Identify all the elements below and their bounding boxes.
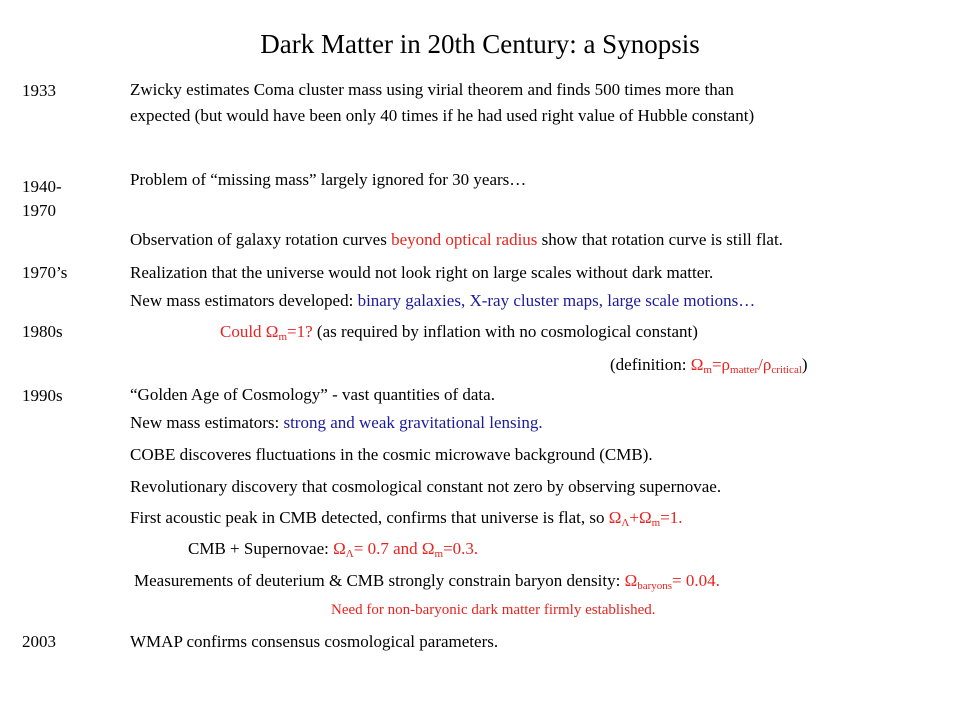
definition-omega: Ω <box>690 355 704 374</box>
rotation-curves-line <box>130 228 783 252</box>
omega-one-c: (as required by inflation with no cosmological constant) <box>312 322 698 341</box>
definition-sub-m: m <box>703 364 712 376</box>
acoustic-text-a: First acoustic peak in CMB detected, confirms that universe is flat, so <box>130 508 609 527</box>
deuterium-line <box>134 569 720 593</box>
estimators-text-a: New mass estimators developed: <box>130 291 358 310</box>
rotation-text-c: show that rotation curve is still flat. <box>537 230 783 249</box>
acoustic-b1: Ω <box>608 508 622 527</box>
omega-one-text <box>220 322 313 341</box>
definition-slash: / <box>758 355 763 374</box>
year-2003: 2003 <box>22 632 56 651</box>
definition-close: ) <box>801 355 808 374</box>
missing-mass-line: Problem of “missing mass” largely ignored for 30 years… <box>130 170 527 189</box>
definition-rho-1: ρ <box>721 355 731 374</box>
deut-b2: = 0.04. <box>672 571 720 590</box>
omega-one-a: Could Ω <box>220 322 279 341</box>
cmb-supernovae-line <box>188 537 478 561</box>
deut-b1: Ω <box>624 571 638 590</box>
year-1940: 1940- <box>22 177 62 196</box>
omega-one-b: =1? <box>287 322 313 341</box>
cmbsn-values <box>333 539 478 558</box>
cmbsn-b3: =0.3. <box>443 539 479 558</box>
lensing-highlight: strong and weak gravitational lensing. <box>283 413 543 432</box>
revolutionary-line: Revolutionary discovery that cosmological constant not zero by observing supernovae. <box>130 477 722 496</box>
cmbsn-sub-m: m <box>434 548 444 560</box>
cmbsn-text-a: CMB + Supernovae: <box>188 539 334 558</box>
mass-estimators-line <box>130 289 755 313</box>
zwicky-line-1: Zwicky estimates Coma cluster mass using virial theorem and finds 500 times more than <box>130 80 734 99</box>
golden-age-line: “Golden Age of Cosmology” - vast quantities of data. <box>130 385 495 404</box>
acoustic-peak-line <box>130 506 683 530</box>
year-1970s: 1970’s <box>22 263 68 282</box>
rotation-highlight: beyond optical radius <box>391 230 538 249</box>
deut-values <box>625 571 720 590</box>
deut-text-a: Measurements of deuterium & CMB strongly constrain baryon density: <box>134 571 625 590</box>
acoustic-b3: =1. <box>660 508 683 527</box>
year-1990s: 1990s <box>22 386 63 405</box>
cobe-line: COBE discoveres fluctuations in the cosmic microwave background (CMB). <box>130 445 653 464</box>
definition-rho-2: ρ <box>762 355 772 374</box>
realization-line: Realization that the universe would not look right on large scales without dark matter. <box>130 263 714 282</box>
year-1933: 1933 <box>22 81 56 100</box>
year-1970: 1970 <box>22 201 56 220</box>
cmbsn-b1: Ω <box>333 539 346 558</box>
definition-a: (definition: <box>610 355 691 374</box>
slide-title: Dark Matter in 20th Century: a Synopsis <box>260 29 700 59</box>
wmap-line: WMAP confirms consensus cosmological parameters. <box>130 632 499 651</box>
deut-sub-baryons: baryons <box>637 580 673 592</box>
zwicky-line-2: expected (but would have been only 40 times if he had used right value of Hubble constant) <box>130 106 755 125</box>
acoustic-sub-m: m <box>651 517 661 529</box>
rotation-text-a: Observation of galaxy rotation curves <box>130 230 392 249</box>
definition-sub-matter: matter <box>730 364 759 376</box>
cmbsn-sub-lambda: Λ <box>345 548 354 560</box>
acoustic-omega <box>609 508 683 527</box>
cmbsn-b2: = 0.7 and Ω <box>353 539 435 558</box>
lensing-text-a: New mass estimators: <box>130 413 284 432</box>
year-1980s: 1980s <box>22 322 63 341</box>
non-baryonic-line: Need for non-baryonic dark matter firmly established. <box>331 602 656 618</box>
omega-one-line <box>220 320 698 344</box>
definition-line <box>610 353 808 377</box>
definition-sub-critical: critical <box>771 364 802 376</box>
estimators-highlight: binary galaxies, X-ray cluster maps, large scale motions… <box>357 291 756 310</box>
omega-one-sub: m <box>278 331 288 343</box>
definition-eq: = <box>711 355 722 374</box>
acoustic-b2: +Ω <box>629 508 652 527</box>
acoustic-sub-lambda: Λ <box>621 517 630 529</box>
lensing-line <box>130 411 543 435</box>
